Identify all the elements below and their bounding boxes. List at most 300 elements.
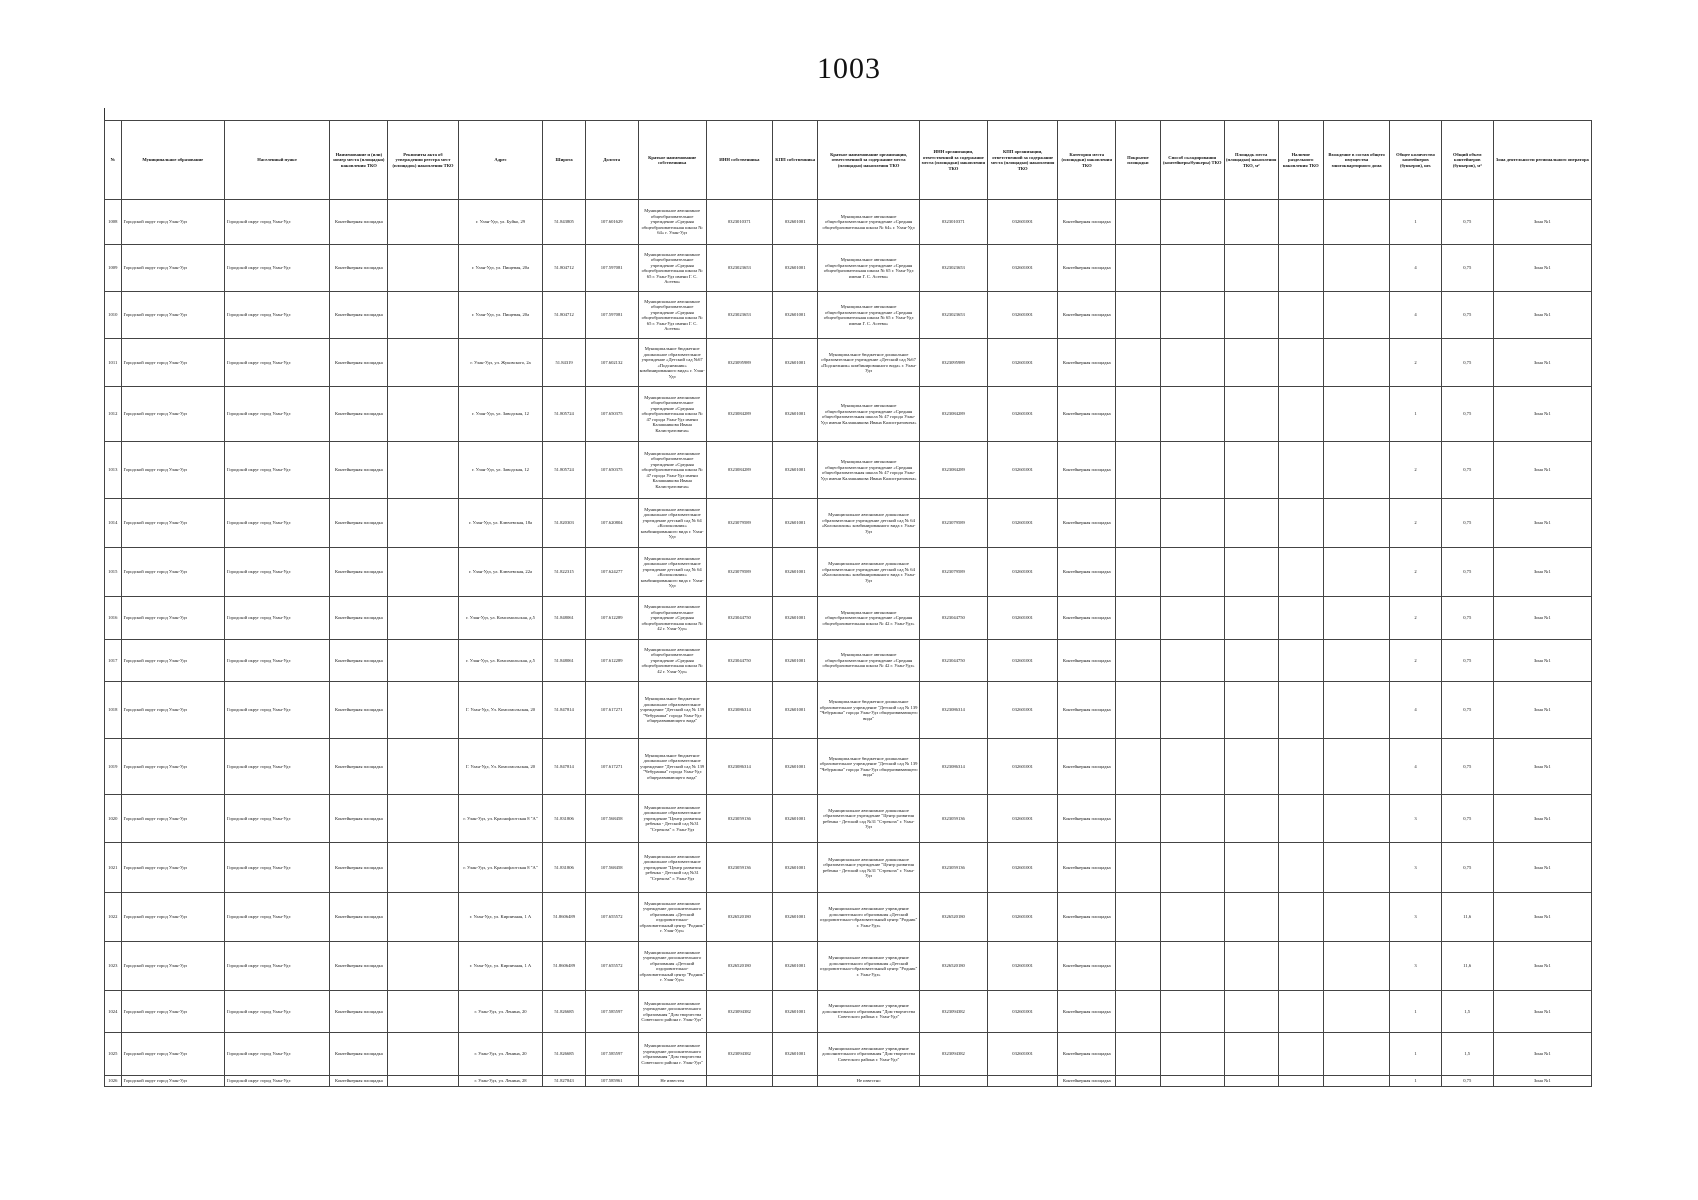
table-cell: 0323079589	[706, 499, 772, 548]
table-cell: 1026	[105, 1076, 122, 1087]
table-cell: Городской округ город Улан-Удэ	[121, 640, 224, 682]
table-cell: 032601001	[987, 387, 1057, 442]
table-cell: г. Улан-Удэ, ул. Пищевая, 20а	[458, 245, 543, 292]
table-row	[105, 1076, 1592, 1087]
table-cell	[1116, 682, 1160, 739]
table-cell: Контейнерная площадка	[1058, 739, 1116, 795]
table-cell: Городской округ город Улан-Удэ	[224, 548, 329, 597]
table-cell	[1324, 640, 1390, 682]
table-cell	[1224, 339, 1278, 387]
table-cell: 0323084289	[919, 442, 987, 499]
table-cell	[1224, 245, 1278, 292]
table-cell	[1278, 387, 1323, 442]
table-cell: Городской округ город Улан-Удэ	[121, 387, 224, 442]
table-cell	[388, 597, 458, 640]
table-cell: Зона №1	[1493, 893, 1591, 942]
table-cell: 51.826685	[543, 1033, 585, 1076]
table-cell: г. Улан-Удэ, ул. Ленина, 28	[458, 1076, 543, 1087]
table-cell	[1224, 640, 1278, 682]
table-cell: 51.822315	[543, 548, 585, 597]
table-row	[105, 245, 1592, 292]
table-cell: Городской округ город Улан-Удэ	[121, 991, 224, 1033]
table-cell: г. Улан-Удэ, ул. Заводская, 12	[458, 387, 543, 442]
table-cell: Муниципальное автономное дошкольное образовательное учреждение детский сад № 64 «Колокольчик» комбинированного вида г. Улан-Удэ	[818, 548, 919, 597]
table-cell	[1278, 597, 1323, 640]
table-cell	[1160, 843, 1224, 893]
table-cell: Муниципальное автономное общеобразовательное учреждение «Средняя общеобразовательная школа № 64» г. Улан-Удэ	[638, 200, 706, 245]
column-header: Площадь места (площадки) накопления ТКО, м²	[1224, 121, 1278, 200]
table-cell: 1024	[105, 991, 122, 1033]
table-cell	[1224, 893, 1278, 942]
table-cell: 0326520180	[706, 893, 772, 942]
table-cell: 0323094382	[706, 1033, 772, 1076]
table-cell: 1015	[105, 548, 122, 597]
table-cell: Городской округ город Улан-Удэ	[224, 893, 329, 942]
table-cell	[1278, 1076, 1323, 1087]
table-cell: Городской округ город Улан-Удэ	[121, 339, 224, 387]
table-cell	[1278, 292, 1323, 339]
table-cell: Муниципальное автономное общеобразовательное учреждение «Средняя общеобразовательная школа № 42 г. Улан-Удэ»	[638, 597, 706, 640]
table-row	[105, 1033, 1592, 1076]
table-cell: 0323079589	[919, 499, 987, 548]
table-cell: 0323086314	[919, 739, 987, 795]
table-cell: Городской округ город Улан-Удэ	[121, 682, 224, 739]
table-cell: Контейнерная площадка	[330, 942, 388, 991]
table-cell	[1116, 245, 1160, 292]
column-header: Муниципальное образование	[121, 121, 224, 200]
table-cell: 032601001	[772, 339, 817, 387]
table-cell: 1023	[105, 942, 122, 991]
table-cell: 032601001	[987, 339, 1057, 387]
table-cell: 1020	[105, 795, 122, 843]
table-row	[105, 843, 1592, 893]
table-row	[105, 640, 1592, 682]
table-row	[105, 499, 1592, 548]
table-cell: 51.826685	[543, 991, 585, 1033]
table-cell: 032601001	[987, 942, 1057, 991]
table-cell: 0323094382	[919, 991, 987, 1033]
table-cell	[1278, 442, 1323, 499]
table-cell	[1278, 245, 1323, 292]
table-cell	[1116, 292, 1160, 339]
table-row	[105, 200, 1592, 245]
table-cell: Зона №1	[1493, 200, 1591, 245]
table-cell: 0326520180	[919, 893, 987, 942]
table-cell	[987, 1076, 1057, 1087]
table-cell: 032601001	[987, 682, 1057, 739]
table-cell: 032601001	[772, 597, 817, 640]
table-cell	[1324, 499, 1390, 548]
table-cell: 51.827843	[543, 1076, 585, 1087]
table-cell: Муниципальное автономное общеобразовательное учреждение «Средняя общеобразовательная школа № 42 г. Улан-Удэ»	[638, 640, 706, 682]
table-cell	[388, 200, 458, 245]
table-cell: 107.568458	[585, 795, 638, 843]
table-cell: Контейнерная площадка	[1058, 499, 1116, 548]
table-cell: г. Улан-Удэ, ул. Заводская, 12	[458, 442, 543, 499]
table-row	[105, 292, 1592, 339]
table-cell: 032601001	[772, 795, 817, 843]
column-header: Общий объем контейнеров (бункеров), м³	[1441, 121, 1493, 200]
table-cell: Городской округ город Улан-Удэ	[224, 245, 329, 292]
table-cell: 51.831806	[543, 843, 585, 893]
table-cell: 032601001	[987, 292, 1057, 339]
table-cell: 51.84319	[543, 339, 585, 387]
table-cell: Контейнерная площадка	[1058, 200, 1116, 245]
table-cell	[1324, 339, 1390, 387]
table-cell: 51.847814	[543, 739, 585, 795]
column-header: КПП собственника	[772, 121, 817, 200]
table-cell: 0323059136	[919, 843, 987, 893]
table-cell: 032601001	[987, 795, 1057, 843]
table-cell: 1016	[105, 597, 122, 640]
table-cell: 032601001	[987, 843, 1057, 893]
table-cell	[772, 1076, 817, 1087]
table-cell	[1324, 1033, 1390, 1076]
table-cell: 107.585597	[585, 991, 638, 1033]
table-cell: Контейнерная площадка	[1058, 942, 1116, 991]
table-cell	[388, 942, 458, 991]
margin-rule	[104, 108, 105, 120]
table-cell: 1009	[105, 245, 122, 292]
table-cell: Муниципальное автономное учреждение дополнительного образования «Детский оздоровительно-образовательный центр "Родник" г. Улан-Удэ»	[638, 942, 706, 991]
table-cell	[1224, 739, 1278, 795]
table-cell: Муниципальное автономное дошкольное образовательное учреждение детский сад № 64 «Колокольчик» комбинированного вида г. Улан-Удэ	[638, 499, 706, 548]
table-cell: Контейнерная площадка	[330, 1076, 388, 1087]
table-cell: 0,75	[1441, 597, 1493, 640]
table-row	[105, 739, 1592, 795]
table-cell: Зона №1	[1493, 245, 1591, 292]
table-cell	[1278, 682, 1323, 739]
table-cell: 0,75	[1441, 292, 1493, 339]
table-cell: 0323094382	[919, 1033, 987, 1076]
table-row	[105, 597, 1592, 640]
table-cell	[1224, 843, 1278, 893]
column-header: Широта	[543, 121, 585, 200]
table-cell: 032601001	[772, 1033, 817, 1076]
table-cell: Муниципальное автономное учреждение дополнительного образования "Дом творчества Советского района г. Улан-Удэ"	[818, 991, 919, 1033]
table-cell: 0326520180	[706, 942, 772, 991]
table-cell	[388, 499, 458, 548]
table-cell: 2	[1390, 640, 1442, 682]
table-cell	[1160, 597, 1224, 640]
table-cell: 107.568458	[585, 843, 638, 893]
table-cell: 032601001	[987, 640, 1057, 682]
table-cell	[1224, 292, 1278, 339]
table-cell: Городской округ город Улан-Удэ	[121, 942, 224, 991]
table-cell	[1116, 640, 1160, 682]
table-cell	[1116, 200, 1160, 245]
table-cell: Городской округ город Улан-Удэ	[121, 843, 224, 893]
table-cell	[1116, 442, 1160, 499]
table-cell: Контейнерная площадка	[1058, 991, 1116, 1033]
table-cell	[1278, 795, 1323, 843]
table-cell: Городской округ город Улан-Удэ	[224, 942, 329, 991]
table-cell: Муниципальное автономное учреждение дополнительного образования «Детский оздоровительно-образовательный центр "Родник" г. Улан-Удэ»	[818, 893, 919, 942]
table-cell: 107.655572	[585, 942, 638, 991]
table-cell: 0323059136	[706, 795, 772, 843]
table-row	[105, 942, 1592, 991]
table-cell	[1160, 640, 1224, 682]
table-cell: 1014	[105, 499, 122, 548]
table-cell: 032601001	[772, 893, 817, 942]
table-cell	[1160, 942, 1224, 991]
table-cell: 51.848061	[543, 597, 585, 640]
table-cell	[1324, 682, 1390, 739]
table-cell: Зона №1	[1493, 339, 1591, 387]
table-cell: 0,75	[1441, 442, 1493, 499]
table-cell: Контейнерная площадка	[1058, 387, 1116, 442]
table-cell: Городской округ город Улан-Удэ	[224, 991, 329, 1033]
table-cell: 1011	[105, 339, 122, 387]
table-cell: Контейнерная площадка	[1058, 597, 1116, 640]
table-cell: 51.805724	[543, 442, 585, 499]
table-cell: Городской округ город Улан-Удэ	[224, 739, 329, 795]
table-cell: 11,6	[1441, 893, 1493, 942]
table-cell	[919, 1076, 987, 1087]
table-cell	[1224, 387, 1278, 442]
table-cell: 51.8606489	[543, 942, 585, 991]
table-row	[105, 548, 1592, 597]
table-cell: Контейнерная площадка	[1058, 548, 1116, 597]
table-cell	[388, 640, 458, 682]
table-cell: 0323079589	[706, 548, 772, 597]
table-cell	[388, 292, 458, 339]
table-cell: 0323010371	[919, 200, 987, 245]
table-cell: Зона №1	[1493, 1076, 1591, 1087]
column-header: Адрес	[458, 121, 543, 200]
table-cell: Контейнерная площадка	[330, 739, 388, 795]
table-cell	[1224, 1033, 1278, 1076]
table-cell: 3	[1390, 942, 1442, 991]
table-cell: 0,75	[1441, 245, 1493, 292]
table-cell: г. Улан-Удэ, ул. Ленина, 20	[458, 1033, 543, 1076]
table-cell: Зона №1	[1493, 795, 1591, 843]
table-cell: Контейнерная площадка	[330, 200, 388, 245]
table-row	[105, 339, 1592, 387]
table-cell: 032601001	[987, 499, 1057, 548]
table-cell: Городской округ город Улан-Удэ	[121, 893, 224, 942]
table-cell	[1160, 682, 1224, 739]
table-cell: Контейнерная площадка	[1058, 893, 1116, 942]
table-cell: 107.602132	[585, 339, 638, 387]
table-cell: 1	[1390, 1033, 1442, 1076]
column-header: Краткое наименование организации, ответственной за содержание места (площадки) накопления ТКО	[818, 121, 919, 200]
table-cell	[1116, 893, 1160, 942]
table-cell: г. Улан-Удэ, ул. Ленина, 20	[458, 991, 543, 1033]
table-cell: 107.650375	[585, 442, 638, 499]
table-cell: 3	[1390, 843, 1442, 893]
table-cell: Городской округ город Улан-Удэ	[224, 795, 329, 843]
table-cell	[1116, 739, 1160, 795]
table-cell: г. Улан-Удэ, ул. Пищевая, 20а	[458, 292, 543, 339]
table-cell	[1324, 200, 1390, 245]
column-header: Населенный пункт	[224, 121, 329, 200]
table-cell: 51.848061	[543, 640, 585, 682]
table-cell: 107.624277	[585, 548, 638, 597]
table-cell: Городской округ город Улан-Удэ	[121, 245, 224, 292]
table-cell: 032601001	[772, 640, 817, 682]
table-cell: 0323095989	[919, 339, 987, 387]
table-cell	[1160, 739, 1224, 795]
table-cell: 1010	[105, 292, 122, 339]
table-cell: Контейнерная площадка	[1058, 682, 1116, 739]
table-cell: Зона №1	[1493, 442, 1591, 499]
table-cell: 1013	[105, 442, 122, 499]
table-cell: Зона №1	[1493, 1033, 1591, 1076]
table-cell	[1160, 1076, 1224, 1087]
table-cell: 107.612289	[585, 640, 638, 682]
table-cell: 4	[1390, 245, 1442, 292]
table-cell: Городской округ город Улан-Удэ	[224, 387, 329, 442]
table-cell: 032601001	[987, 548, 1057, 597]
table-cell	[388, 1076, 458, 1087]
table-cell	[1224, 597, 1278, 640]
table-row	[105, 682, 1592, 739]
table-cell: 51.820303	[543, 499, 585, 548]
table-cell: Зона №1	[1493, 991, 1591, 1033]
table-cell	[388, 245, 458, 292]
table-cell: Контейнерная площадка	[1058, 795, 1116, 843]
table-cell: 0,75	[1441, 795, 1493, 843]
table-cell	[1224, 499, 1278, 548]
table-row	[105, 387, 1592, 442]
table-cell: 0323023653	[919, 292, 987, 339]
table-cell: 0323084289	[706, 442, 772, 499]
table-cell: Зона №1	[1493, 942, 1591, 991]
table-cell	[388, 1033, 458, 1076]
table-cell: Контейнерная площадка	[330, 442, 388, 499]
table-cell	[1224, 795, 1278, 843]
table-cell: Контейнерная площадка	[1058, 1076, 1116, 1087]
table-cell: Контейнерная площадка	[1058, 843, 1116, 893]
table-cell: 0323023653	[706, 245, 772, 292]
table-cell: Городской округ город Улан-Удэ	[224, 682, 329, 739]
table-cell	[1278, 739, 1323, 795]
table-cell	[1278, 640, 1323, 682]
table-cell	[1278, 499, 1323, 548]
table-cell: 0323059136	[919, 795, 987, 843]
table-cell: Городской округ город Улан-Удэ	[121, 795, 224, 843]
table-cell: Городской округ город Улан-Удэ	[121, 442, 224, 499]
table-cell	[1160, 200, 1224, 245]
table-cell	[388, 795, 458, 843]
table-cell: 1	[1390, 991, 1442, 1033]
table-cell: 0323095989	[706, 339, 772, 387]
table-cell	[388, 843, 458, 893]
table-cell: Контейнерная площадка	[330, 795, 388, 843]
table-cell: Муниципальное автономное учреждение дополнительного образования «Детский оздоровительно-образовательный центр "Родник" г. Улан-Удэ»	[638, 893, 706, 942]
table-cell: 107.650375	[585, 387, 638, 442]
table-cell: Городской округ город Улан-Удэ	[224, 1076, 329, 1087]
table-cell: 0323023653	[706, 292, 772, 339]
table-cell: Муниципальное автономное дошкольное образовательное учреждение детский сад № 64 «Колокольчик» комбинированного вида г. Улан-Удэ	[638, 548, 706, 597]
table-cell: Городской округ город Улан-Удэ	[224, 292, 329, 339]
table-cell	[1224, 442, 1278, 499]
table-cell: Контейнерная площадка	[330, 893, 388, 942]
table-cell: 107.617271	[585, 682, 638, 739]
table-cell: Городской округ город Улан-Удэ	[121, 292, 224, 339]
table-cell	[1324, 442, 1390, 499]
table-cell: Муниципальное автономное общеобразовательное учреждение «Средняя общеобразовательная школа № 47 города Улан-Удэ имени Калашникова Ивана Калистратовича»	[818, 387, 919, 442]
table-cell	[1324, 292, 1390, 339]
table-cell: 0,75	[1441, 640, 1493, 682]
table-cell: 0323010371	[706, 200, 772, 245]
table-cell: 107.620804	[585, 499, 638, 548]
column-header: Зона деятельности регионального оператора	[1493, 121, 1591, 200]
column-header: ИНН организации, ответственной за содержание места (площадки) накопления ТКО	[919, 121, 987, 200]
column-header: КПП организации, ответственной за содержание места (площадки) накопления ТКО	[987, 121, 1057, 200]
table-cell: Зона №1	[1493, 499, 1591, 548]
table-cell: Городской округ город Улан-Удэ	[121, 1033, 224, 1076]
table-cell: Муниципальное автономное общеобразовательное учреждение «Средняя общеобразовательная школа № 65 г. Улан-Удэ имени Г. С. Асеева»	[638, 245, 706, 292]
table-cell: 51.843805	[543, 200, 585, 245]
table-cell	[388, 682, 458, 739]
table-cell: 1008	[105, 200, 122, 245]
table-cell	[1278, 548, 1323, 597]
table-cell: Зона №1	[1493, 548, 1591, 597]
table-cell: Не известен	[638, 1076, 706, 1087]
table-cell: 107.601629	[585, 200, 638, 245]
table-cell: Зона №1	[1493, 739, 1591, 795]
table-cell: 032601001	[772, 548, 817, 597]
table-cell	[1278, 942, 1323, 991]
table-cell	[1278, 339, 1323, 387]
table-cell	[1160, 387, 1224, 442]
table-cell: Контейнерная площадка	[1058, 1033, 1116, 1076]
table-cell: Контейнерная площадка	[1058, 292, 1116, 339]
table-cell: 1,5	[1441, 1033, 1493, 1076]
table-cell: 2	[1390, 499, 1442, 548]
table-cell: 1021	[105, 843, 122, 893]
table-cell: 2	[1390, 442, 1442, 499]
table-cell	[1224, 942, 1278, 991]
table-cell: Муниципальное автономное общеобразовательное учреждение «Средняя общеобразовательная школа № 42 г. Улан-Удэ»	[818, 597, 919, 640]
table-cell	[1324, 893, 1390, 942]
table-cell	[1116, 548, 1160, 597]
table-cell: Зона №1	[1493, 682, 1591, 739]
table-cell	[388, 442, 458, 499]
table-cell	[1116, 499, 1160, 548]
table-cell: 0323084289	[706, 387, 772, 442]
table-cell: 51.804712	[543, 292, 585, 339]
table-cell: 107.597081	[585, 292, 638, 339]
table-cell: Зона №1	[1493, 843, 1591, 893]
table-row	[105, 795, 1592, 843]
table-cell	[388, 548, 458, 597]
table-cell: 1	[1390, 200, 1442, 245]
table-cell: Муниципальное бюджетное дошкольное образовательное учреждение "Детский сад № 139 "Чебурашка" города Улан-Удэ общеразвивающего вида"	[638, 739, 706, 795]
table-cell: Муниципальное автономное общеобразовательное учреждение «Средняя общеобразовательная школа № 47 города Улан-Удэ имени Калашникова Ивана Калистратовича»	[638, 387, 706, 442]
column-header: Вхождение в состав общего имущества многоквартирного дома	[1324, 121, 1390, 200]
table-cell: 51.805724	[543, 387, 585, 442]
table-cell: 2	[1390, 597, 1442, 640]
table-cell	[1160, 292, 1224, 339]
waste-site-registry-table	[104, 120, 1592, 1087]
table-cell: 0,75	[1441, 387, 1493, 442]
table-cell	[1160, 339, 1224, 387]
table-cell: 0323079589	[919, 548, 987, 597]
table-cell: Контейнерная площадка	[330, 499, 388, 548]
table-cell: Городской округ город Улан-Удэ	[224, 597, 329, 640]
table-cell	[1224, 682, 1278, 739]
table-cell: 032601001	[987, 1033, 1057, 1076]
table-cell: 3	[1390, 795, 1442, 843]
table-cell	[388, 739, 458, 795]
table-cell: 0323044750	[706, 640, 772, 682]
table-cell: Городской округ город Улан-Удэ	[121, 1076, 224, 1087]
table-cell: 51.804712	[543, 245, 585, 292]
table-cell: 0323086314	[706, 739, 772, 795]
